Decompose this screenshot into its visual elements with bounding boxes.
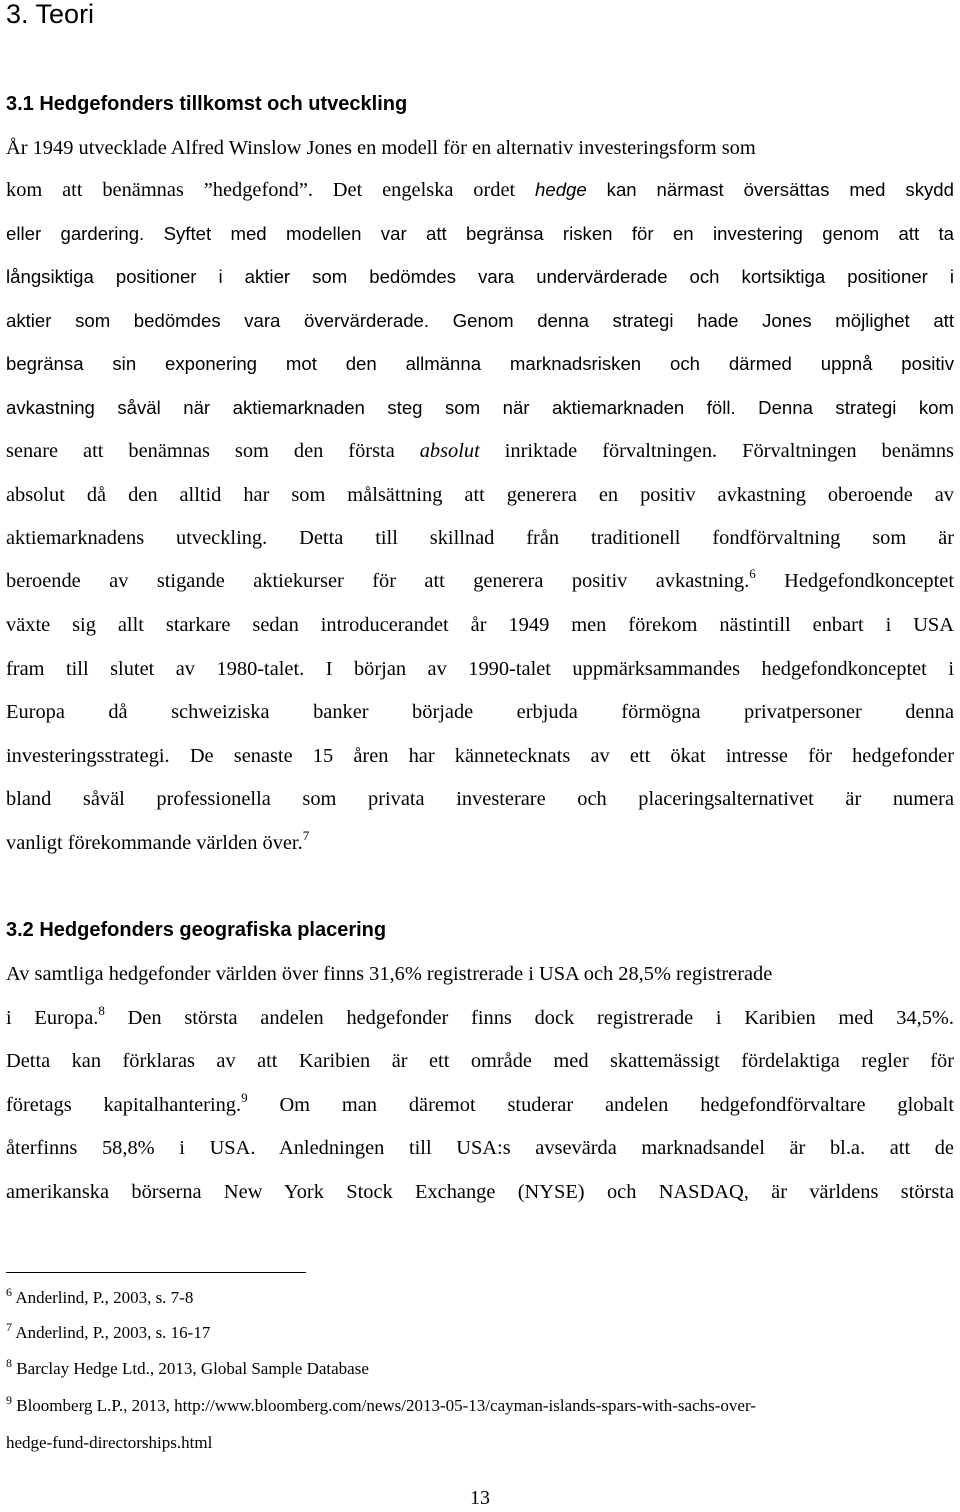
footnote-separator	[6, 1272, 306, 1273]
body-line: begränsa sin exponering mot den allmänna marknadsrisken och därmed uppnå positiv	[6, 353, 954, 374]
body-line: kom att benämnas ”hedgefond”. Det engelska ordet hedge kan närmast översättas med skydd	[6, 179, 954, 201]
footnote-number: 8	[6, 1356, 12, 1370]
body-line: växte sig allt starkare sedan introducerandet år 1949 men förekom nästintill enbart i USA	[6, 614, 954, 636]
body-line: vanligt förekommande världen över.$^7$	[6, 828, 310, 854]
body-line: aktier som bedömdes vara övervärderade. Genom denna strategi hade Jones möjlighet att	[6, 310, 954, 331]
footnote: $^8$ Barclay Hedge Ltd., 2013, Global Sample Database	[6, 1356, 369, 1378]
body-line: avkastning såväl när aktiemarknaden steg som när aktiemarknaden föll. Denna strategi kom	[6, 397, 955, 418]
body-line: amerikanska börserna New York Stock Exchange (NYSE) och NASDAQ, är världens största	[6, 1181, 954, 1203]
footnote-ref-7: 7	[302, 828, 310, 843]
body-line: Av samtliga hedgefonder världen över finns 31,6% registrerade i USA och 28,5% registrerade	[6, 963, 773, 985]
body-line: Detta kan förklaras av att Karibien är ett område med skattemässigt fördelaktiga regler för	[6, 1050, 954, 1072]
footnote-ref-6: 6	[749, 566, 756, 581]
footnote-number: 9	[6, 1393, 12, 1407]
body-line: långsiktiga positioner i aktier som bedömdes vara undervärderade och kortsiktiga positioner i	[6, 266, 954, 287]
body-line: absolut då den alltid har som målsättning att generera en positiv avkastning oberoende av	[6, 484, 954, 506]
footnote: $^7$ Anderlind, P., 2003, s. 16-17	[6, 1320, 211, 1342]
body-line: senare att benämnas som den första absolut inriktade förvaltningen. Förvaltningen benämns	[6, 440, 954, 462]
body-line: eller gardering. Syftet med modellen var att begränsa risken för en investering genom att ta	[6, 223, 954, 244]
body-line: Europa då schweiziska banker började erbjuda förmögna privatpersoner denna	[6, 701, 954, 723]
page-number: 13	[470, 1487, 490, 1509]
body-line: i Europa.$^8$ Den största andelen hedgefonder finns dock registrerade i Karibien med 34,5%.	[6, 1003, 955, 1029]
chapter-title: 3. Teori	[6, 0, 95, 29]
footnote: $^6$ Anderlind, P., 2003, s. 7-8	[6, 1285, 194, 1307]
footnote-number: 6	[6, 1285, 12, 1299]
footnote-ref-9: 9	[241, 1090, 248, 1105]
section-heading-3-1: 3.1 Hedgefonders tillkomst och utveckling	[6, 93, 408, 115]
section-heading-3-2: 3.2 Hedgefonders geografiska placering	[6, 919, 387, 941]
footnote-continuation[interactable]: hedge-fund-directorships.html	[6, 1433, 213, 1452]
body-line: beroende av stigande aktiekurser för att generera positiv avkastning.$^6$ Hedgefondkonceptet	[6, 566, 954, 592]
body-line: investeringsstrategi. De senaste 15 åren har kännetecknats av ett ökat intresse för hedgefonder	[6, 745, 954, 767]
body-line: År 1949 utvecklade Alfred Winslow Jones en modell för en alternativ investeringsform som	[6, 137, 756, 159]
footnote-number: 7	[6, 1320, 12, 1334]
footnote-link[interactable]: Bloomberg L.P., 2013, http://www.bloomberg.com/news/2013-05-13/cayman-islands-spars-with-sachs-over-	[16, 1396, 756, 1415]
body-line: aktiemarknadens utveckling. Detta till skillnad från traditionell fondförvaltning som är	[6, 527, 954, 549]
body-line: bland såväl professionella som privata investerare och placeringsalternativet är numera	[6, 788, 954, 810]
footnote-ref-8: 8	[98, 1003, 105, 1018]
body-line: återfinns 58,8% i USA. Anledningen till USA:s avsevärda marknadsandel är bl.a. att de	[6, 1137, 954, 1159]
footnote	[6, 1394, 756, 1418]
body-line: fram till slutet av 1980-talet. I början av 1990-talet uppmärksammandes hedgefondkonceptet i	[6, 658, 954, 680]
body-line: företags kapitalhantering.$^9$ Om man däremot studerar andelen hedgefondförvaltare globalt	[6, 1090, 954, 1116]
